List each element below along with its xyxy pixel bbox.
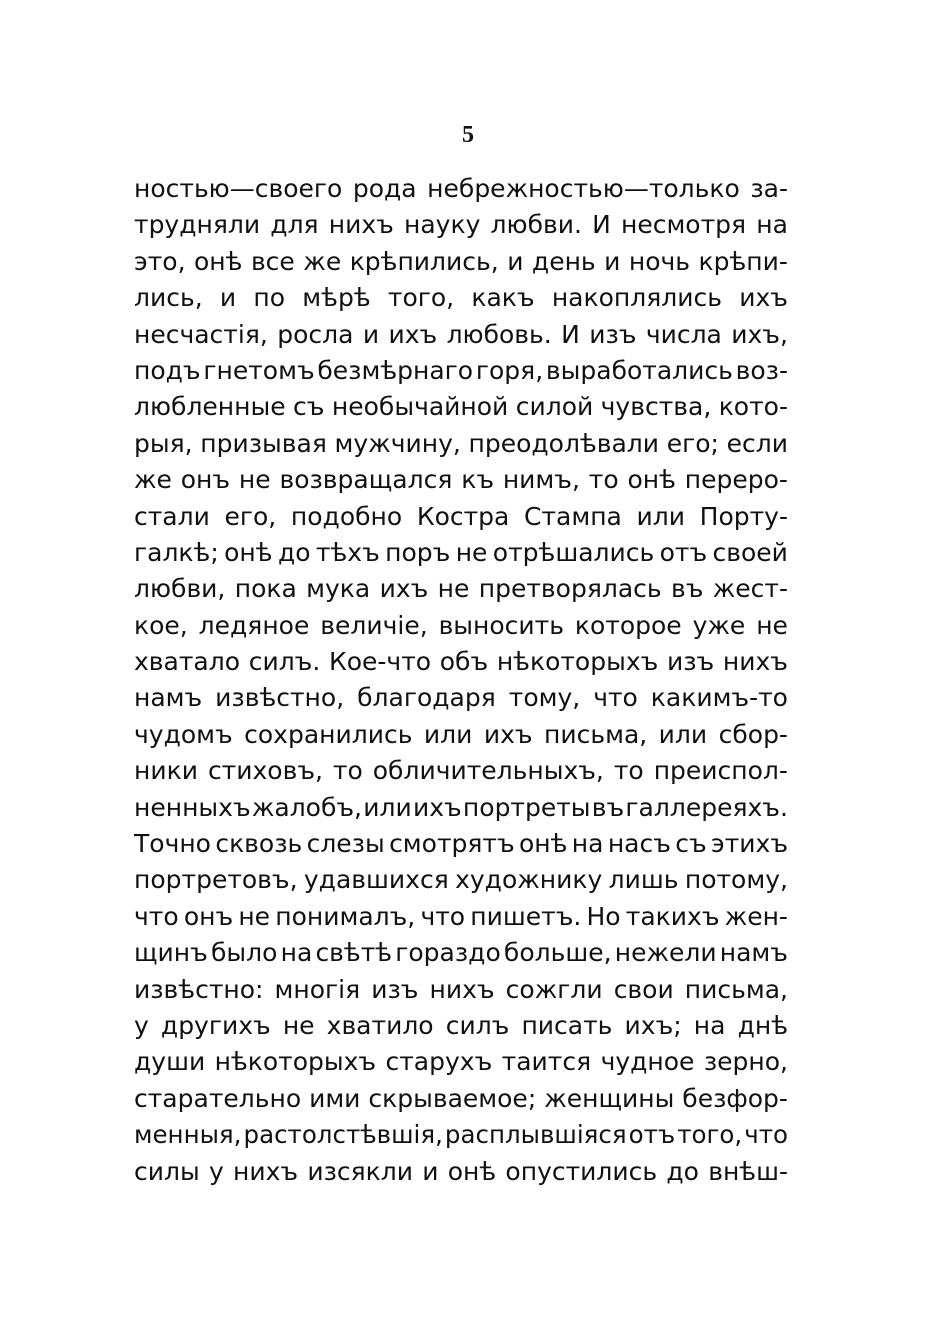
word: нихъ (328, 210, 394, 240)
word: по (253, 283, 286, 313)
word: все (250, 246, 295, 276)
word: науку (404, 210, 481, 240)
word: благодаря (357, 683, 496, 713)
word: подъ (134, 355, 201, 385)
word: если (726, 428, 788, 458)
word: обличительныхъ, (372, 756, 604, 786)
word: выработались (545, 355, 733, 385)
word: хватило (326, 1010, 434, 1040)
word: и (219, 283, 237, 313)
word: или (363, 792, 412, 822)
word: портретовъ, (134, 865, 298, 895)
word: на (280, 938, 313, 968)
word: его; (666, 428, 719, 458)
word: же (134, 465, 172, 495)
word: такихъ (625, 901, 720, 931)
text-line (134, 1081, 788, 1117)
word: днѣ (737, 1010, 788, 1040)
word: возвращался (279, 465, 453, 495)
word: онѣ (519, 829, 568, 859)
word: ихъ (412, 792, 462, 822)
word: что (420, 901, 466, 931)
word: несмотря (620, 210, 747, 240)
word: старательно (134, 1083, 302, 1113)
word: переро- (684, 465, 788, 495)
word: ихъ (739, 283, 788, 313)
word: несчастія, (134, 319, 268, 349)
text-line (134, 972, 788, 1008)
word: у (134, 1010, 149, 1040)
word: или (658, 719, 708, 749)
text-line (134, 207, 788, 243)
text-line (134, 426, 788, 462)
word: нимъ, (502, 465, 580, 495)
word: ненныхъ (134, 792, 251, 822)
word: силы (134, 1156, 200, 1186)
word: намъ (719, 938, 788, 968)
word: онѣ (447, 1156, 497, 1186)
word: жест- (712, 574, 788, 604)
word: лись, (134, 283, 203, 313)
word: за- (750, 174, 788, 203)
word: или (423, 719, 473, 749)
text-line (134, 753, 788, 789)
word: тѣхъ (315, 537, 380, 567)
text-line (134, 644, 788, 680)
word: что (744, 1120, 788, 1150)
word: слезы (306, 829, 385, 859)
word: и (604, 246, 621, 276)
word: онѣ (224, 537, 273, 567)
word: онъ (180, 465, 231, 495)
word: смотрятъ (389, 829, 515, 859)
word: И (592, 210, 611, 240)
word: онъ (183, 901, 234, 931)
word: этихъ (711, 829, 788, 859)
body-text (134, 171, 788, 1190)
word: чудное (600, 1047, 695, 1077)
word: зерно, (703, 1047, 788, 1077)
word: небрежностью—только (427, 174, 740, 203)
word: любленные (134, 392, 286, 422)
text-line (134, 935, 788, 971)
text-line (134, 571, 788, 607)
word: нежели (614, 938, 717, 968)
word: галкѣ; (134, 537, 219, 567)
word: изъ (371, 974, 419, 1004)
word: силой (515, 392, 594, 422)
word: до (277, 537, 311, 567)
word: любви, (134, 574, 226, 604)
word: и (362, 319, 380, 349)
text-line (134, 1008, 788, 1044)
word: писать (521, 1010, 613, 1040)
text-line (134, 244, 788, 280)
word: крѣпились, (349, 246, 499, 276)
word: души (134, 1047, 206, 1077)
text-line (134, 499, 788, 535)
word: воз- (735, 355, 788, 385)
text-line (134, 171, 788, 207)
word: ихъ; (624, 1010, 682, 1040)
word: до (666, 1156, 699, 1186)
text-line (134, 280, 788, 316)
word: не (282, 1010, 315, 1040)
word: призывая (200, 428, 327, 458)
word: потому, (684, 865, 788, 895)
word: чудомъ (134, 719, 233, 749)
word: насъ (607, 829, 671, 859)
word: письма, (684, 974, 788, 1004)
word: лишь (608, 865, 679, 895)
word: величіе, (320, 610, 428, 640)
word: что (593, 683, 638, 713)
word: жен- (724, 901, 788, 931)
word: рыя, (134, 428, 193, 458)
word: кото- (718, 392, 788, 422)
word: расплывшіяся (444, 1120, 627, 1150)
word: и (422, 1156, 439, 1186)
word: что (134, 901, 179, 931)
word: ихъ (379, 574, 429, 604)
word: свои (613, 974, 674, 1004)
word: изъ (589, 319, 637, 349)
word: того, (387, 283, 455, 313)
page-number: 5 (462, 122, 474, 148)
word: ночь (628, 246, 691, 276)
word: скрываемое; (368, 1083, 537, 1113)
word: числа (645, 319, 722, 349)
word: ихъ (483, 719, 533, 749)
word: чувства, (600, 392, 712, 422)
word: день (531, 246, 596, 276)
word: безфор- (682, 1083, 788, 1113)
word: мука (306, 574, 371, 604)
word: трудняли (134, 210, 261, 240)
word: безмѣрнаго (317, 355, 474, 385)
word: на (571, 829, 604, 859)
word: ихъ (388, 319, 438, 349)
text-line (134, 899, 788, 935)
word: изсякли (307, 1156, 413, 1186)
word: не (238, 901, 271, 931)
word: онѣ (627, 465, 676, 495)
word: больше, (503, 938, 612, 968)
text-line (134, 608, 788, 644)
word: съ (293, 392, 325, 422)
word: сожгли (505, 974, 603, 1004)
word: гораздо (395, 938, 501, 968)
word: накоплялись (551, 283, 722, 313)
word: крѣпи- (698, 246, 788, 276)
word: не (455, 537, 488, 567)
text-line (134, 353, 788, 389)
word: хватало (134, 647, 241, 677)
word: Точно (134, 829, 211, 859)
word: гнетомъ (203, 355, 315, 385)
word: и (507, 246, 524, 276)
word: выносить (438, 610, 564, 640)
word: поръ (385, 537, 451, 567)
word: Но (586, 901, 621, 931)
text-line (134, 790, 788, 826)
word: свѣтѣ (315, 938, 393, 968)
word: на (756, 210, 788, 240)
word: стиховъ, (207, 756, 323, 786)
word: къ (461, 465, 494, 495)
word: подобно (290, 501, 403, 531)
word: многія (274, 974, 361, 1004)
word: преиспол- (653, 756, 788, 786)
word: какимъ-то (650, 683, 788, 713)
word: щинъ (134, 938, 208, 968)
word: внѣш- (708, 1156, 788, 1186)
word: извѣстно, (215, 683, 345, 713)
word: извѣстно: (134, 974, 264, 1004)
word: галлереяхъ. (625, 792, 788, 822)
word: ихъ, (731, 319, 788, 349)
word: Костра (416, 501, 510, 531)
word: мужчину, (334, 428, 461, 458)
word: ими (309, 1083, 361, 1113)
word: намъ (134, 683, 203, 713)
word: въ (671, 574, 704, 604)
word: любви. (490, 210, 582, 240)
word: какъ (471, 283, 535, 313)
word: портреты (462, 792, 591, 822)
word: нѣкоторыхъ (214, 1047, 377, 1077)
word: отъ (628, 1120, 676, 1150)
text-line (134, 1117, 788, 1153)
word: таится (501, 1047, 592, 1077)
word: сквозь (215, 829, 303, 859)
word: ники (134, 756, 198, 786)
word: объ (439, 647, 489, 677)
word: горя, (475, 355, 544, 385)
word: силъ. (248, 647, 321, 677)
word: пишетъ. (470, 901, 582, 931)
word: изъ (666, 647, 715, 677)
word: же (303, 246, 342, 276)
word: для (270, 210, 319, 240)
word: пока (234, 574, 297, 604)
word: Кое-что (328, 647, 432, 677)
word: менныя, (134, 1120, 242, 1150)
word: не (437, 574, 470, 604)
word: тому, (508, 683, 581, 713)
word: любовь. (446, 319, 552, 349)
word: претворялась (478, 574, 662, 604)
word: сохранились (244, 719, 413, 749)
text-line (134, 535, 788, 571)
word: кое, (134, 610, 188, 640)
word: другихъ (160, 1010, 271, 1040)
word: Порту- (699, 501, 788, 531)
word: не (756, 610, 788, 640)
word: И (561, 319, 580, 349)
text-line (134, 826, 788, 862)
word: Стампа (524, 501, 622, 531)
word: съ (675, 829, 707, 859)
word: нѣкоторыхъ (496, 647, 659, 677)
word: нихъ (722, 647, 788, 677)
word: необычайной (331, 392, 509, 422)
word: стали (134, 501, 210, 531)
word: отрѣшались (492, 537, 655, 567)
text-line (134, 389, 788, 425)
word: которое (574, 610, 682, 640)
word: было (210, 938, 278, 968)
text-line (134, 1044, 788, 1080)
word: то (588, 465, 619, 495)
word: уже (692, 610, 746, 640)
word: силъ (445, 1010, 510, 1040)
word: растолстѣвшія, (243, 1120, 443, 1150)
text-line (134, 317, 788, 353)
word: нихъ (429, 974, 495, 1004)
word: то (613, 756, 644, 786)
word: въ (591, 792, 625, 822)
word: его, (224, 501, 277, 531)
word: отъ (659, 537, 708, 567)
word: сбор- (718, 719, 788, 749)
text-line (134, 862, 788, 898)
word: опустились (505, 1156, 658, 1186)
word: женщины (544, 1083, 675, 1113)
word: то (332, 756, 363, 786)
text-line (134, 462, 788, 498)
word: мѣрѣ (302, 283, 371, 313)
word: ностью—своего (134, 174, 343, 203)
word: рода (352, 174, 417, 203)
word: художнику (455, 865, 603, 895)
word: на (693, 1010, 726, 1040)
word: письма, (544, 719, 648, 749)
text-line (134, 717, 788, 753)
word: своей (712, 537, 788, 567)
word: у (208, 1156, 224, 1186)
word: ледяное (198, 610, 310, 640)
word: росла (277, 319, 354, 349)
word: это, (134, 246, 186, 276)
word: онѣ (194, 246, 243, 276)
text-line (134, 680, 788, 716)
word: или (636, 501, 686, 531)
word: удавшихся (303, 865, 449, 895)
word: нихъ (233, 1156, 299, 1186)
word: жалобъ, (251, 792, 363, 822)
text-line (134, 1154, 788, 1190)
word: того, (677, 1120, 743, 1150)
word: преодолѣвали (468, 428, 660, 458)
word: не (238, 465, 271, 495)
word: понималъ, (275, 901, 416, 931)
word: старухъ (385, 1047, 493, 1077)
